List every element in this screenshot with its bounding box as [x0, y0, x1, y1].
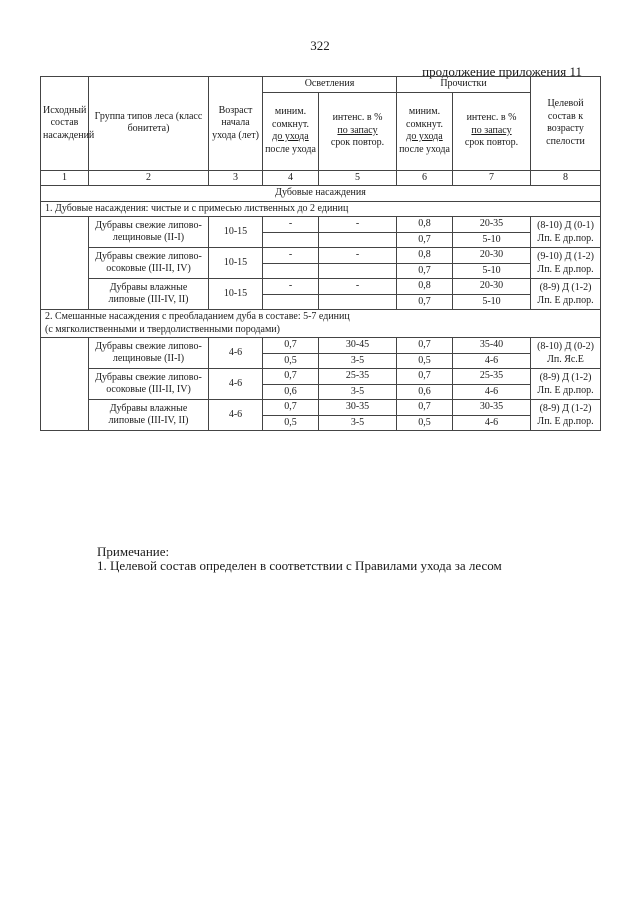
continuation-label: продолжение приложения 11 [422, 64, 582, 79]
col-number: 6 [397, 170, 453, 186]
cell-value: 0,7 [397, 338, 453, 354]
cell-value: - [319, 279, 397, 295]
cell-value: 25-35 [453, 369, 531, 385]
cell-value: 0,8 [397, 217, 453, 233]
cell-value: 35-40 [453, 338, 531, 354]
cell-value: 5-10 [453, 294, 531, 310]
start-age: 10-15 [209, 279, 263, 310]
header-int-l3: срок повтор. [464, 137, 519, 149]
header-int-l1: интенс. в % [332, 112, 383, 124]
col-number: 8 [531, 170, 601, 186]
page-number: 322 [310, 38, 330, 53]
header-int-l3: срок повтор. [330, 137, 385, 149]
cell-value [263, 263, 319, 279]
cell-value: - [319, 217, 397, 233]
header-int-l2: по запасу [337, 124, 378, 136]
note-text: 1. Целевой состав определен в соответствии с Правилами ухода за лесом [97, 558, 502, 573]
header-min-l2: до ухода [272, 131, 309, 142]
cell-value: 0,7 [263, 338, 319, 354]
forest-group: Дубравы свежие липово-осоковые (III-II, IV) [89, 369, 209, 400]
cell-value: 4-6 [453, 384, 531, 400]
cell-value: 0,7 [397, 369, 453, 385]
forest-group: Дубравы свежие липово-лещиновые (II-I) [89, 217, 209, 248]
header-min-l3: после ухода [399, 143, 450, 155]
header-min-l1: миним. сомкнут. [406, 106, 443, 130]
cell-value: 0,7 [263, 400, 319, 416]
cell-value: 0,5 [263, 353, 319, 369]
subsection-2-line-2: (с мягколиственными и твердолиственными породами) [45, 323, 280, 335]
cell-value: 20-35 [453, 217, 531, 233]
cell-value: 20-30 [453, 248, 531, 264]
source-composition-cell [41, 338, 89, 431]
start-age: 10-15 [209, 248, 263, 279]
col-number: 2 [89, 170, 209, 186]
section-title: Дубовые насаждения [41, 186, 601, 202]
target-composition: (8-9) Д (1-2) Лп. Е др.пор. [531, 400, 601, 431]
header-int-l2: по запасу [471, 124, 512, 136]
start-age: 4-6 [209, 369, 263, 400]
header-min-l2: до ухода [406, 131, 443, 142]
cell-value: 4-6 [453, 415, 531, 431]
start-age: 4-6 [209, 400, 263, 431]
subsection-2 [41, 310, 601, 338]
cell-value: - [319, 248, 397, 264]
cell-value [263, 232, 319, 248]
start-age: 10-15 [209, 217, 263, 248]
cell-value: 30-45 [319, 338, 397, 354]
col-number: 5 [319, 170, 397, 186]
cell-value: - [263, 279, 319, 295]
cell-value: 3-5 [319, 415, 397, 431]
header-prochistki: Прочистки [397, 77, 531, 93]
target-composition: (8-9) Д (1-2) Лп. Е др.пор. [531, 279, 601, 310]
cell-value: 5-10 [453, 232, 531, 248]
cell-value: 5-10 [453, 263, 531, 279]
subsection-2-line-1: 2. Смешанные насаждения с преобладанием дуба в составе: 5-7 единиц [45, 311, 350, 322]
header-start-age: Возраст начала ухода (лет) [209, 77, 263, 171]
header-int-l1: интенс. в % [466, 112, 517, 124]
cell-value: 0,7 [397, 294, 453, 310]
cell-value [319, 263, 397, 279]
cell-value: 0,8 [397, 248, 453, 264]
col-number: 1 [41, 170, 89, 186]
cell-value: 30-35 [453, 400, 531, 416]
cell-value: 0,5 [263, 415, 319, 431]
cell-value [319, 294, 397, 310]
cell-value [319, 232, 397, 248]
header-min-l3: после ухода [265, 143, 316, 155]
cell-value: 25-35 [319, 369, 397, 385]
forest-care-table [40, 76, 601, 431]
target-composition: (8-10) Д (0-2) Лп. Яс.Е [531, 338, 601, 369]
cell-value: 4-6 [453, 353, 531, 369]
col-number: 4 [263, 170, 319, 186]
start-age: 4-6 [209, 338, 263, 369]
forest-group: Дубравы свежие липово-лещиновые (II-I) [89, 338, 209, 369]
cell-value [263, 294, 319, 310]
cell-value: 0,7 [397, 400, 453, 416]
cell-value: - [263, 248, 319, 264]
cell-value: 0,6 [263, 384, 319, 400]
header-source-composition: Исходный состав насаждений [41, 77, 89, 171]
header-intensity-1 [319, 92, 397, 170]
subsection-1: 1. Дубовые насаждения: чистые и с примесью лиственных до 2 единиц [41, 201, 601, 217]
header-forest-group: Группа типов леса (класс бонитета) [89, 77, 209, 171]
cell-value: 0,7 [397, 232, 453, 248]
header-osvetleniya: Осветления [263, 77, 397, 93]
cell-value: 0,7 [263, 369, 319, 385]
forest-group: Дубравы свежие липово-осоковые (III-II, IV) [89, 248, 209, 279]
col-number: 3 [209, 170, 263, 186]
cell-value: 0,5 [397, 415, 453, 431]
header-min-l1: миним. сомкнут. [272, 106, 309, 130]
cell-value: 3-5 [319, 384, 397, 400]
header-min-density-2 [397, 92, 453, 170]
target-composition: (9-10) Д (1-2) Лп. Е др.пор. [531, 248, 601, 279]
header-min-density-1 [263, 92, 319, 170]
cell-value: 30-35 [319, 400, 397, 416]
forest-group: Дубравы влажные липовые (III-IV, II) [89, 400, 209, 431]
cell-value: 0,6 [397, 384, 453, 400]
header-target-composition: Целевой состав к возрасту спелости [531, 77, 601, 171]
cell-value: 0,7 [397, 263, 453, 279]
forest-group: Дубравы влажные липовые (III-IV, II) [89, 279, 209, 310]
cell-value: 20-30 [453, 279, 531, 295]
source-composition-cell [41, 217, 89, 310]
target-composition: (8-10) Д (0-1) Лп. Е др.пор. [531, 217, 601, 248]
cell-value: 0,5 [397, 353, 453, 369]
cell-value: - [263, 217, 319, 233]
col-number: 7 [453, 170, 531, 186]
cell-value: 3-5 [319, 353, 397, 369]
target-composition: (8-9) Д (1-2) Лп. Е др.пор. [531, 369, 601, 400]
cell-value: 0,8 [397, 279, 453, 295]
note-title: Примечание: [97, 544, 170, 559]
header-intensity-2 [453, 92, 531, 170]
